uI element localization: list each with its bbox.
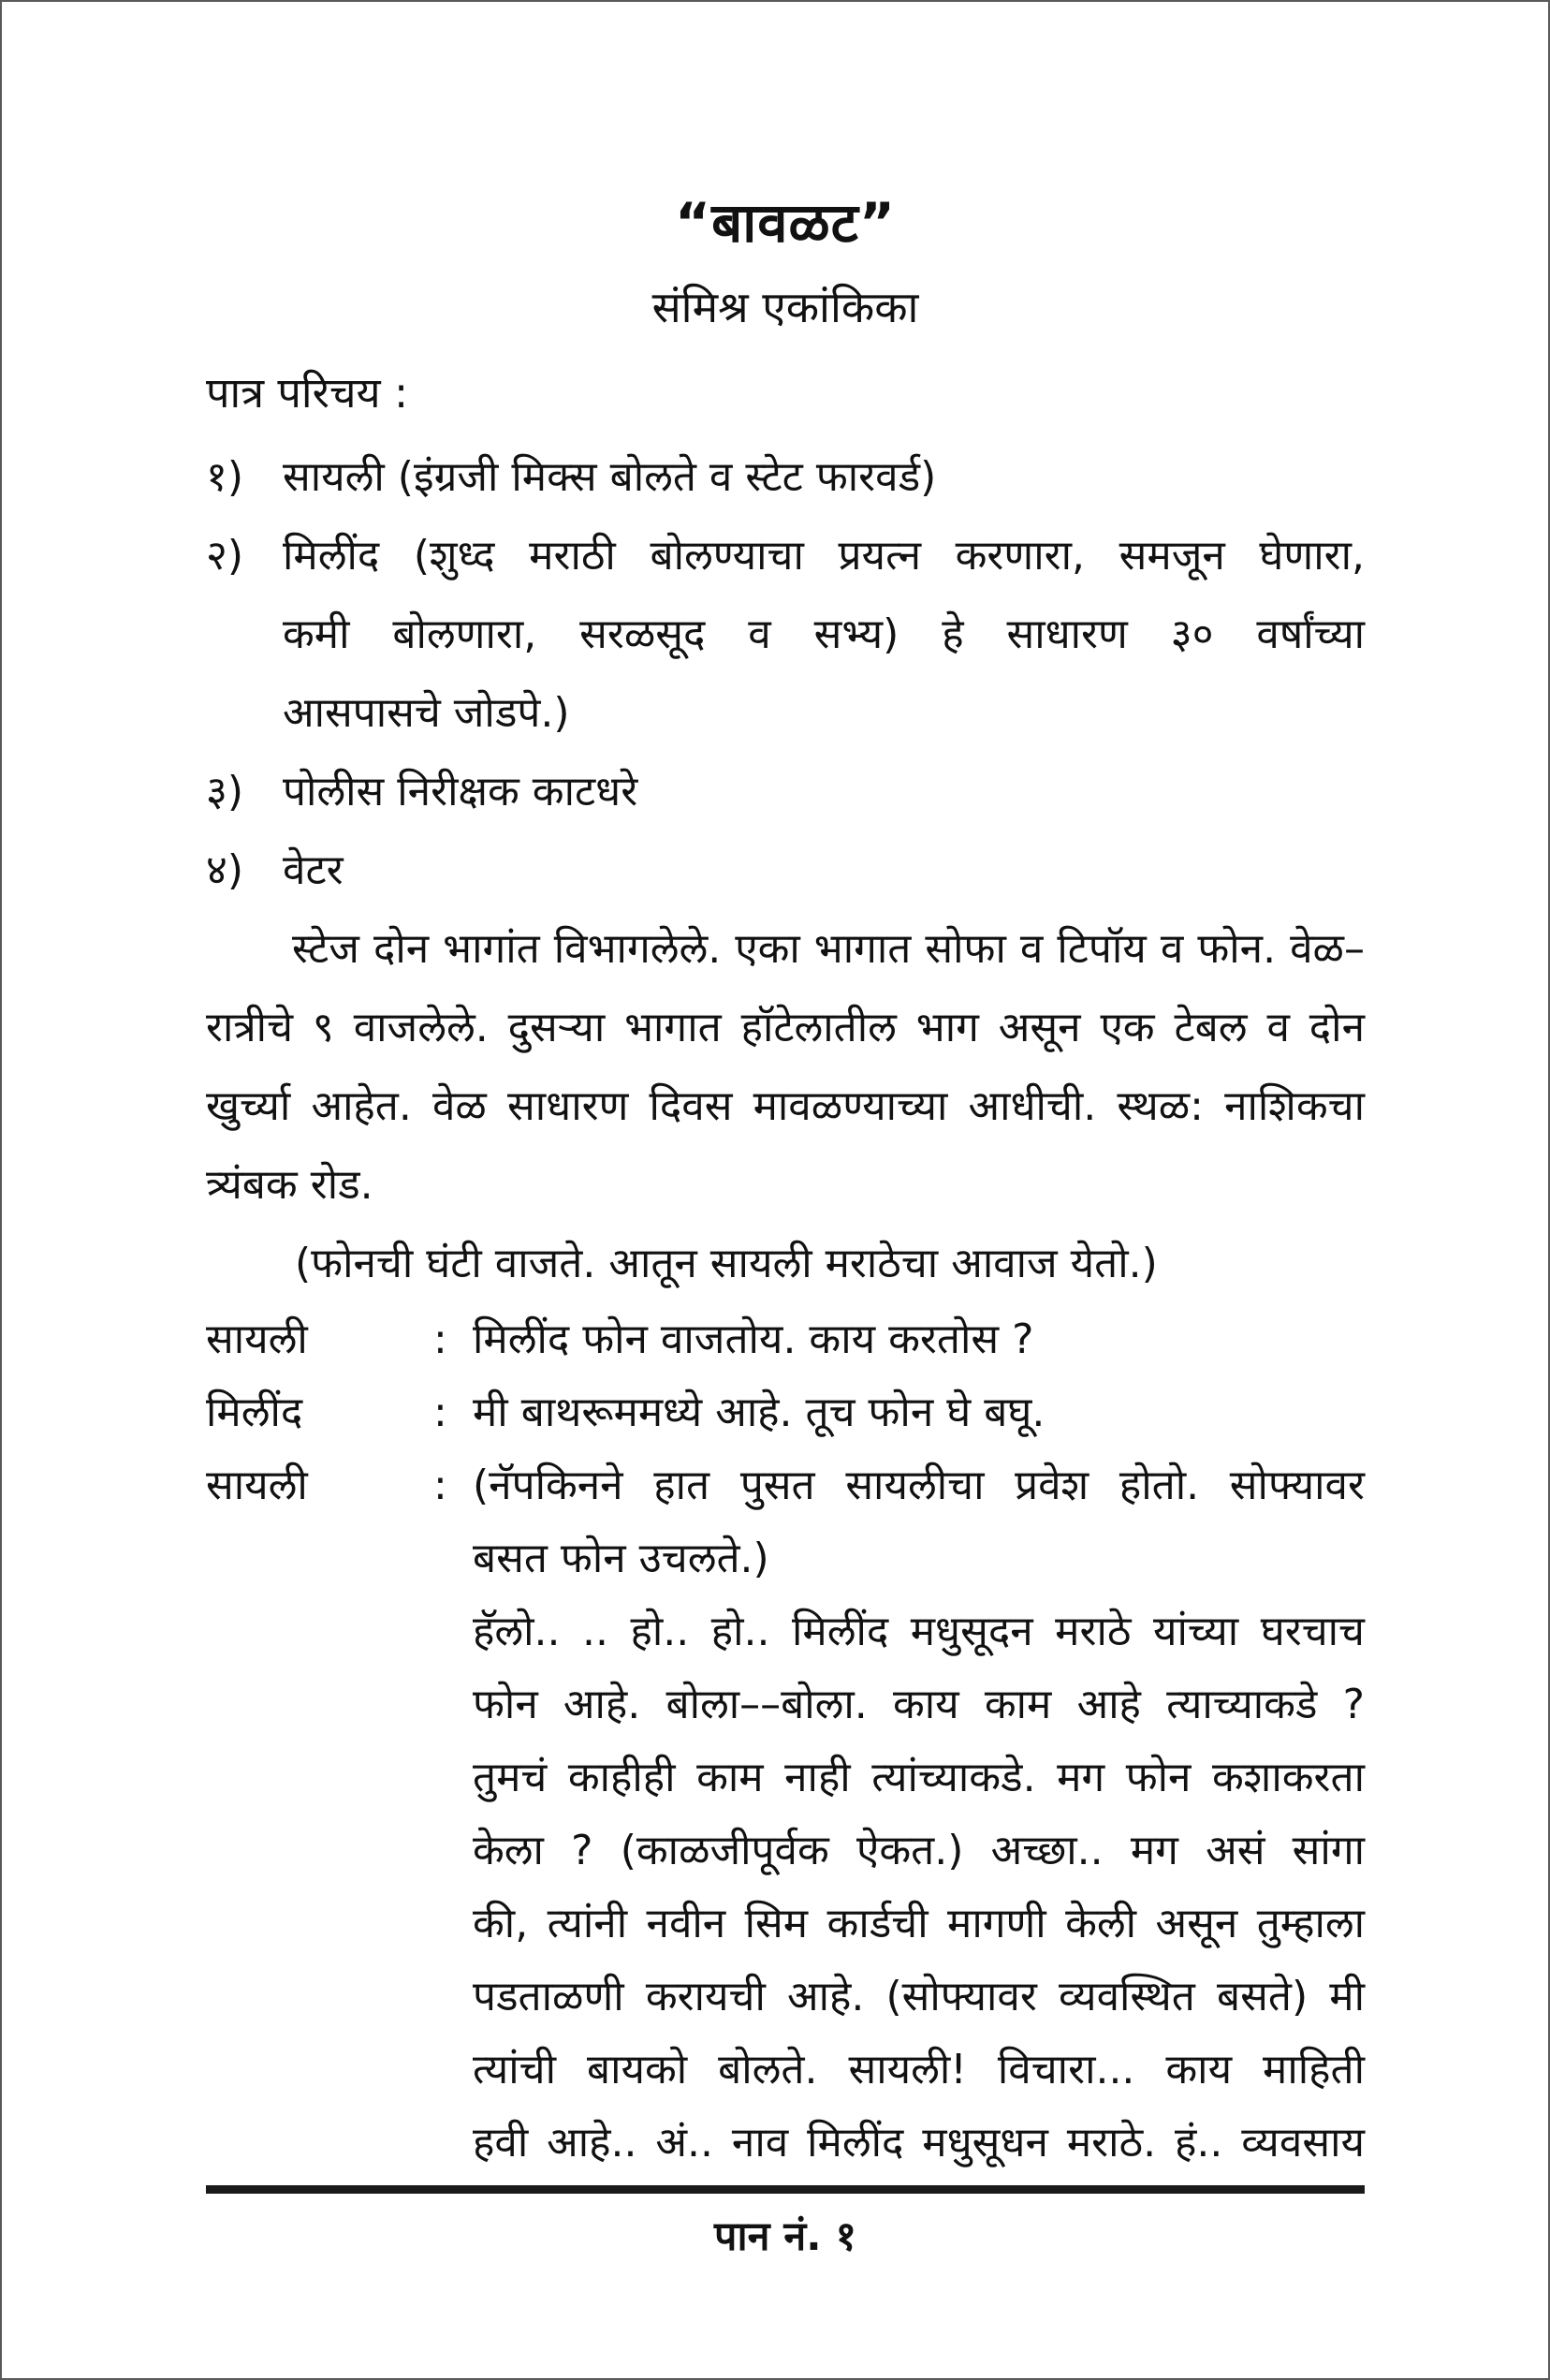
cast-item-line: मिलींद (शुध्द मराठी बोलण्याचा प्रयत्न करणारा, समजून घेणारा,	[283, 532, 1365, 580]
speaker-colon: :	[433, 1315, 447, 1363]
cast-item-text	[283, 753, 1365, 831]
cast-heading: पात्र परिचय :	[206, 368, 409, 418]
dialogue-line: (नॅपकिनने हात पुसत सायलीचा प्रवेश होतो. सोफ्यावर	[473, 1462, 1365, 1509]
dialogue-line: फोन आहे. बोला––बोला. काय काम आहे त्याच्याकडे ?	[473, 1681, 1365, 1728]
dialogue-line: बसत फोन उचलते.)	[473, 1535, 769, 1582]
page-content	[206, 2, 1365, 2180]
cast-item-number: २)	[206, 532, 244, 580]
dialogue-line: केला ? (काळजीपूर्वक ऐकत.) अच्छा.. मग असं सांगा	[473, 1827, 1365, 1874]
stage-direction-line: रात्रीचे ९ वाजलेले. दुसऱ्या भागात हॉटेलातील भाग असून एक टेबल व दोन	[206, 1004, 1365, 1051]
stage-cue: (फोनची घंटी वाजते. आतून सायली मराठेचा आवाज येतो.)	[295, 1240, 1158, 1287]
cast-item-number: ४)	[206, 846, 244, 894]
cast-item-line: वेटर	[283, 846, 344, 894]
stage-direction-line: खुर्च्या आहेत. वेळ साधारण दिवस मावळण्याच्या आधीची. स्थळ: नाशिकचा	[206, 1082, 1365, 1130]
speaker-colon: :	[433, 1462, 447, 1509]
dialogue-line: की, त्यांनी नवीन सिम कार्डची मागणी केली असून तुम्हाला	[473, 1900, 1365, 1947]
speaker-name: सायली	[206, 1462, 308, 1509]
cast-item-line: पोलीस निरीक्षक काटधरे	[283, 768, 638, 815]
cast-item-line: सायली (इंग्रजी मिक्स बोलते व स्टेट फारवर्ड)	[283, 453, 937, 501]
dialogue-entry	[206, 1376, 1365, 1449]
dialogue-entry	[206, 1449, 1365, 2180]
dialogue-line: मिलींद फोन वाजतोय. काय करतोस ?	[473, 1315, 1034, 1363]
cast-item-number: १)	[206, 453, 244, 501]
speaker-name: सायली	[206, 1315, 308, 1363]
page-number: पान नं. १	[714, 2213, 856, 2260]
play-title: “बावळट”	[675, 191, 896, 255]
dialogue-line: त्यांची बायको बोलते. सायली! विचारा... काय माहिती	[473, 2046, 1365, 2094]
cast-item-text	[283, 517, 1365, 753]
footer-divider	[206, 2185, 1365, 2194]
dialogue-text	[473, 1376, 1365, 1449]
cast-item-number: ३)	[206, 768, 244, 815]
speaker-colon: :	[433, 1388, 447, 1436]
dialogue-entry	[206, 1303, 1365, 1376]
cast-item	[206, 831, 1365, 910]
cast-item-line: आसपासचे जोडपे.)	[283, 689, 570, 737]
dialogue-line: मी बाथरूममध्ये आहे. तूच फोन घे बघू.	[473, 1388, 1046, 1436]
cast-list	[206, 438, 1365, 910]
dialogue-line: हवी आहे.. अं.. नाव मिलींद मधुसूधन मराठे. हं.. व्यवसाय	[473, 2119, 1365, 2167]
play-subtitle: संमिश्र एकांकिका	[651, 282, 919, 332]
dialogue-block	[206, 1303, 1365, 2180]
cast-item-line: कमी बोलणारा, सरळसूद व सभ्य) हे साधारण ३० वर्षांच्या	[283, 610, 1365, 658]
cast-item-text	[283, 831, 1365, 910]
cast-item	[206, 517, 1365, 753]
dialogue-line: तुमचं काहीही काम नाही त्यांच्याकडे. मग फोन कशाकरता	[473, 1754, 1365, 1801]
page-footer	[206, 2185, 1365, 2262]
cast-item	[206, 438, 1365, 517]
dialogue-text	[473, 1303, 1365, 1376]
cast-item	[206, 753, 1365, 831]
dialogue-line: पडताळणी करायची आहे. (सोफ्यावर व्यवस्थित बसते) मी	[473, 1973, 1365, 2020]
stage-direction-line: स्टेज दोन भागांत विभागलेले. एका भागात सोफा व टिपॉय व फोन. वेळ–	[292, 925, 1365, 973]
dialogue-line: हॅलो.. .. हो.. हो.. मिलींद मधुसूदन मराठे यांच्या घरचाच	[473, 1608, 1365, 1655]
dialogue-text	[473, 1449, 1365, 2180]
speaker-name: मिलींद	[206, 1388, 303, 1436]
stage-direction-line: त्र्यंबक रोड.	[206, 1161, 373, 1209]
stage-directions	[206, 910, 1365, 1225]
cast-item-text	[283, 438, 1365, 517]
